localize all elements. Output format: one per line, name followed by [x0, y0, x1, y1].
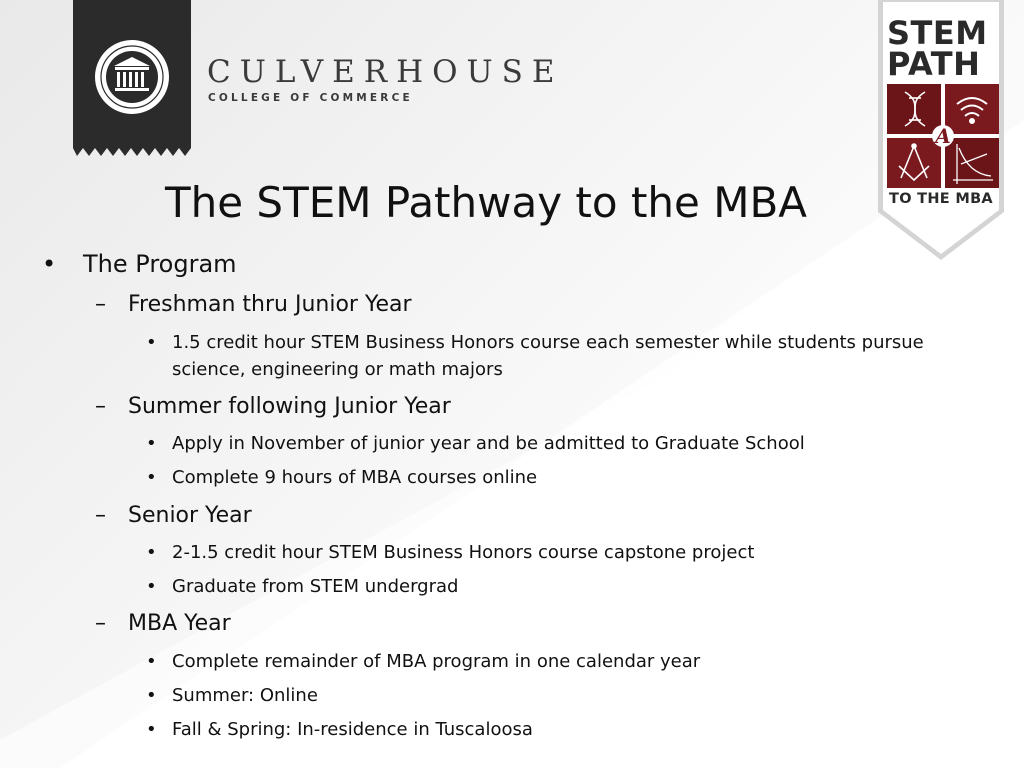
program-label: The Program — [83, 250, 237, 278]
list-item: Apply in November of junior year and be admitted to Graduate School — [172, 433, 805, 454]
badge-tagline: TO THE MBA — [889, 191, 993, 207]
list-item: Graduate from STEM undergrad — [172, 576, 459, 597]
bullet-icon: • — [42, 250, 57, 278]
columns-seal-icon — [95, 40, 169, 114]
bullet-icon: • — [146, 467, 157, 488]
script-a-icon: A — [935, 124, 951, 148]
bullet-icon: • — [146, 433, 157, 454]
dash-icon: – — [95, 611, 106, 636]
bullet-icon: • — [146, 542, 157, 563]
list-item: Complete remainder of MBA program in one calendar year — [172, 651, 701, 672]
list-item: science, engineering or math majors — [172, 359, 503, 380]
list-item: Complete 9 hours of MBA courses online — [172, 467, 538, 488]
section-label: Senior Year — [128, 503, 252, 528]
bullet-icon: • — [146, 576, 157, 597]
list-item: 2-1.5 credit hour STEM Business Honors course capstone project — [172, 542, 755, 563]
section-label: Summer following Junior Year — [128, 394, 451, 419]
culverhouse-banner — [73, 0, 191, 158]
badge-icon-grid — [887, 84, 999, 188]
badge-title — [887, 14, 988, 83]
section-label: Freshman thru Junior Year — [128, 292, 412, 317]
badge-title-line2: PATH — [887, 45, 981, 83]
bullet-icon: • — [146, 719, 157, 740]
dash-icon: – — [95, 503, 106, 528]
bullet-icon: • — [146, 685, 157, 706]
dash-icon: – — [95, 394, 106, 419]
bullet-icon: • — [146, 651, 157, 672]
list-item: Summer: Online — [172, 685, 318, 706]
brand-name: CULVERHOUSE — [207, 54, 564, 90]
slide-title: The STEM Pathway to the MBA — [164, 178, 808, 227]
list-item: Fall & Spring: In-residence in Tuscaloosa — [172, 719, 533, 740]
dash-icon: – — [95, 292, 106, 317]
badge-title-line1: STEM — [887, 14, 988, 52]
section-label: MBA Year — [128, 611, 231, 636]
bullet-icon: • — [146, 332, 157, 353]
brand-subtitle: COLLEGE OF COMMERCE — [208, 92, 413, 104]
list-item: 1.5 credit hour STEM Business Honors course each semester while students pursue — [172, 332, 924, 353]
